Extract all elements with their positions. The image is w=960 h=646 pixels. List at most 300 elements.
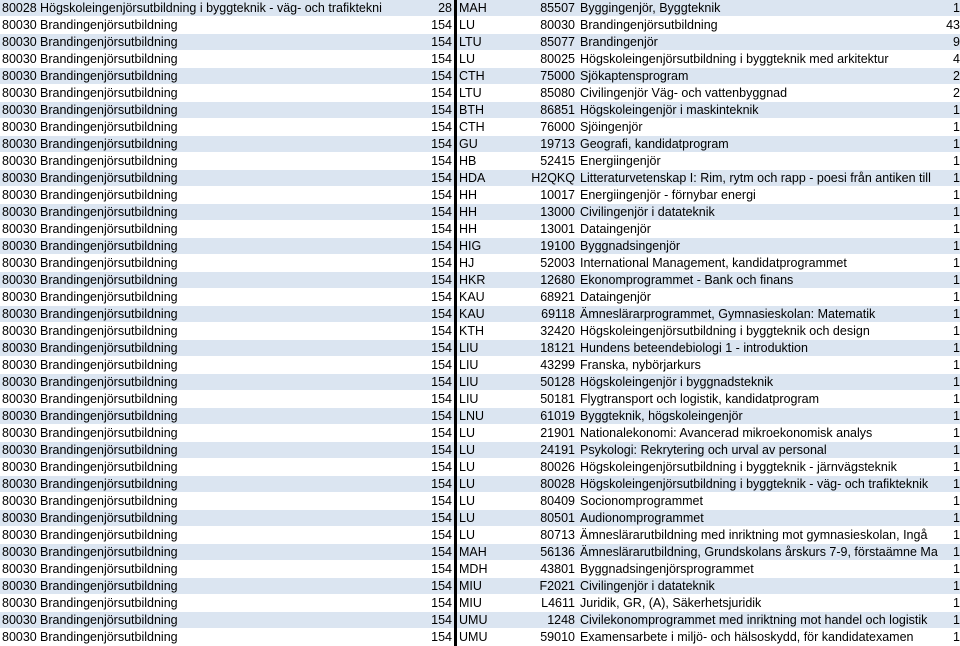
course-code-cell[interactable]: 18121	[527, 340, 578, 357]
course-code-cell[interactable]: 80026	[527, 459, 578, 476]
program-name-cell[interactable]: Brandingenjörsutbildning	[38, 578, 397, 595]
program-name-cell[interactable]: Brandingenjörsutbildning	[38, 119, 397, 136]
applicants-cell[interactable]: 1	[944, 561, 960, 578]
university-cell[interactable]: LU	[456, 527, 528, 544]
program-name-cell[interactable]: Brandingenjörsutbildning	[38, 221, 397, 238]
program-code-cell[interactable]: 80030	[2, 205, 37, 220]
course-code-cell[interactable]: 80501	[527, 510, 578, 527]
applicants-cell[interactable]: 1	[944, 510, 960, 527]
count-cell[interactable]: 154	[397, 323, 456, 340]
program-code-cell[interactable]: 80030	[2, 528, 37, 543]
table-row[interactable]	[0, 561, 960, 578]
program-name-cell[interactable]: Brandingenjörsutbildning	[38, 187, 397, 204]
program-name-cell[interactable]: Brandingenjörsutbildning	[38, 476, 397, 493]
applicants-cell[interactable]: 1	[944, 221, 960, 238]
university-cell[interactable]: MIU	[456, 578, 528, 595]
table-row[interactable]	[0, 357, 960, 374]
table-row[interactable]	[0, 51, 960, 68]
course-code-cell[interactable]: 59010	[527, 629, 578, 646]
course-name-cell[interactable]: Hundens beteendebiologi 1 - introduktion	[578, 340, 944, 357]
course-code-cell[interactable]: 80409	[527, 493, 578, 510]
program-code-cell[interactable]: 80030	[2, 154, 37, 169]
university-cell[interactable]: MAH	[456, 0, 528, 17]
university-cell[interactable]: HKR	[456, 272, 528, 289]
course-name-cell[interactable]: Byggnadsingenjörsprogrammet	[578, 561, 944, 578]
course-name-cell[interactable]: Psykologi: Rekrytering och urval av personal	[578, 442, 944, 459]
course-code-cell[interactable]: 76000	[527, 119, 578, 136]
program-name-cell[interactable]: Brandingenjörsutbildning	[38, 17, 397, 34]
course-name-cell[interactable]: Högskoleingenjör i maskinteknik	[578, 102, 944, 119]
program-code-cell[interactable]: 80028	[2, 1, 37, 16]
program-name-cell[interactable]: Brandingenjörsutbildning	[38, 68, 397, 85]
table-row[interactable]	[0, 255, 960, 272]
applicants-cell[interactable]: 1	[944, 408, 960, 425]
applicants-cell[interactable]: 1	[944, 136, 960, 153]
applicants-cell[interactable]: 1	[944, 272, 960, 289]
university-cell[interactable]: LU	[456, 442, 528, 459]
count-cell[interactable]: 154	[397, 51, 456, 68]
course-code-cell[interactable]: 52415	[527, 153, 578, 170]
program-name-cell[interactable]: Brandingenjörsutbildning	[38, 289, 397, 306]
table-row[interactable]	[0, 510, 960, 527]
program-name-cell[interactable]: Brandingenjörsutbildning	[38, 34, 397, 51]
program-name-cell[interactable]: Brandingenjörsutbildning	[38, 136, 397, 153]
table-row[interactable]	[0, 629, 960, 646]
applicants-cell[interactable]: 1	[944, 170, 960, 187]
course-code-cell[interactable]: 19713	[527, 136, 578, 153]
table-row[interactable]	[0, 204, 960, 221]
course-name-cell[interactable]: Sjökaptensprogram	[578, 68, 944, 85]
course-name-cell[interactable]: Ämneslärarprogrammet, Gymnasieskolan: Matematik	[578, 306, 944, 323]
program-code-cell[interactable]: 80030	[2, 341, 37, 356]
table-row[interactable]	[0, 272, 960, 289]
applicants-cell[interactable]: 4	[944, 51, 960, 68]
program-code-cell[interactable]: 80030	[2, 596, 37, 611]
applicants-cell[interactable]: 1	[944, 255, 960, 272]
table-row[interactable]	[0, 85, 960, 102]
applicants-cell[interactable]: 43	[944, 17, 960, 34]
course-name-cell[interactable]: Energiingenjör	[578, 153, 944, 170]
university-cell[interactable]: GU	[456, 136, 528, 153]
table-row[interactable]	[0, 0, 960, 17]
university-cell[interactable]: CTH	[456, 119, 528, 136]
count-cell[interactable]: 154	[397, 544, 456, 561]
university-cell[interactable]: KTH	[456, 323, 528, 340]
count-cell[interactable]: 154	[397, 578, 456, 595]
table-row[interactable]	[0, 68, 960, 85]
university-cell[interactable]: LU	[456, 51, 528, 68]
university-cell[interactable]: MAH	[456, 544, 528, 561]
program-code-cell[interactable]: 80030	[2, 86, 37, 101]
course-code-cell[interactable]: 43801	[527, 561, 578, 578]
count-cell[interactable]: 154	[397, 442, 456, 459]
course-code-cell[interactable]: 69118	[527, 306, 578, 323]
course-code-cell[interactable]: 56136	[527, 544, 578, 561]
program-name-cell[interactable]: Brandingenjörsutbildning	[38, 629, 397, 646]
count-cell[interactable]: 154	[397, 153, 456, 170]
university-cell[interactable]: LTU	[456, 85, 528, 102]
course-name-cell[interactable]: Dataingenjör	[578, 289, 944, 306]
program-name-cell[interactable]: Brandingenjörsutbildning	[38, 544, 397, 561]
course-name-cell[interactable]: Litteraturvetenskap I: Rim, rytm och rapp - poesi från antiken till	[578, 170, 944, 187]
course-name-cell[interactable]: Högskoleingenjörsutbildning i byggteknik - väg- och trafikteknik	[578, 476, 944, 493]
table-row[interactable]	[0, 476, 960, 493]
table-row[interactable]	[0, 340, 960, 357]
course-name-cell[interactable]: Civilingenjör Väg- och vattenbyggnad	[578, 85, 944, 102]
count-cell[interactable]: 154	[397, 357, 456, 374]
course-code-cell[interactable]: 1248	[527, 612, 578, 629]
university-cell[interactable]: HH	[456, 221, 528, 238]
applicants-cell[interactable]: 1	[944, 153, 960, 170]
university-cell[interactable]: HIG	[456, 238, 528, 255]
table-row[interactable]	[0, 408, 960, 425]
program-name-cell[interactable]: Brandingenjörsutbildning	[38, 391, 397, 408]
program-code-cell[interactable]: 80030	[2, 290, 37, 305]
program-name-cell[interactable]: Brandingenjörsutbildning	[38, 510, 397, 527]
count-cell[interactable]: 154	[397, 221, 456, 238]
university-cell[interactable]: CTH	[456, 68, 528, 85]
count-cell[interactable]: 154	[397, 204, 456, 221]
university-cell[interactable]: KAU	[456, 306, 528, 323]
count-cell[interactable]: 154	[397, 340, 456, 357]
program-name-cell[interactable]: Brandingenjörsutbildning	[38, 51, 397, 68]
program-code-cell[interactable]: 80030	[2, 511, 37, 526]
program-code-cell[interactable]: 80030	[2, 18, 37, 33]
program-code-cell[interactable]: 80030	[2, 579, 37, 594]
course-name-cell[interactable]: Nationalekonomi: Avancerad mikroekonomisk analys	[578, 425, 944, 442]
applicants-cell[interactable]: 1	[944, 544, 960, 561]
course-name-cell[interactable]: Brandingenjörsutbildning	[578, 17, 944, 34]
table-row[interactable]	[0, 578, 960, 595]
program-code-cell[interactable]: 80030	[2, 222, 37, 237]
program-name-cell[interactable]: Brandingenjörsutbildning	[38, 561, 397, 578]
applicants-cell[interactable]: 1	[944, 595, 960, 612]
program-code-cell[interactable]: 80030	[2, 171, 37, 186]
course-name-cell[interactable]: Högskoleingenjörsutbildning i byggteknik - järnvägsteknik	[578, 459, 944, 476]
applicants-cell[interactable]: 1	[944, 527, 960, 544]
program-code-cell[interactable]: 80030	[2, 630, 37, 645]
program-code-cell[interactable]: 80030	[2, 69, 37, 84]
count-cell[interactable]: 154	[397, 374, 456, 391]
course-code-cell[interactable]: 86851	[527, 102, 578, 119]
program-code-cell[interactable]: 80030	[2, 460, 37, 475]
course-name-cell[interactable]: Brandingenjör	[578, 34, 944, 51]
program-name-cell[interactable]: Brandingenjörsutbildning	[38, 374, 397, 391]
program-code-cell[interactable]: 80030	[2, 188, 37, 203]
applicants-cell[interactable]: 1	[944, 391, 960, 408]
applicants-cell[interactable]: 1	[944, 102, 960, 119]
program-name-cell[interactable]: Brandingenjörsutbildning	[38, 527, 397, 544]
course-name-cell[interactable]: Socionomprogrammet	[578, 493, 944, 510]
course-code-cell[interactable]: 10017	[527, 187, 578, 204]
program-name-cell[interactable]: Högskoleingenjörsutbildning i byggteknik - väg- och trafiktekni	[38, 0, 397, 17]
program-code-cell[interactable]: 80030	[2, 52, 37, 67]
course-code-cell[interactable]: 19100	[527, 238, 578, 255]
applicants-cell[interactable]: 1	[944, 187, 960, 204]
applicants-cell[interactable]: 1	[944, 306, 960, 323]
program-code-cell[interactable]: 80030	[2, 375, 37, 390]
table-row[interactable]	[0, 170, 960, 187]
table-row[interactable]	[0, 34, 960, 51]
count-cell[interactable]: 154	[397, 527, 456, 544]
university-cell[interactable]: LIU	[456, 340, 528, 357]
program-code-cell[interactable]: 80030	[2, 562, 37, 577]
applicants-cell[interactable]: 1	[944, 238, 960, 255]
table-row[interactable]	[0, 102, 960, 119]
count-cell[interactable]: 154	[397, 391, 456, 408]
course-name-cell[interactable]: Civilingenjör i datateknik	[578, 578, 944, 595]
university-cell[interactable]: LU	[456, 510, 528, 527]
table-row[interactable]	[0, 153, 960, 170]
count-cell[interactable]: 154	[397, 68, 456, 85]
course-name-cell[interactable]: Högskoleingenjörsutbildning i byggteknik och design	[578, 323, 944, 340]
university-cell[interactable]: LU	[456, 476, 528, 493]
count-cell[interactable]: 154	[397, 272, 456, 289]
table-row[interactable]	[0, 527, 960, 544]
applicants-cell[interactable]: 1	[944, 340, 960, 357]
table-row[interactable]	[0, 442, 960, 459]
course-name-cell[interactable]: Ämneslärarutbildning, Grundskolans årskurs 7-9, förstaämne Ma	[578, 544, 944, 561]
program-code-cell[interactable]: 80030	[2, 307, 37, 322]
count-cell[interactable]: 154	[397, 612, 456, 629]
program-name-cell[interactable]: Brandingenjörsutbildning	[38, 204, 397, 221]
table-row[interactable]	[0, 391, 960, 408]
course-name-cell[interactable]: Examensarbete i miljö- och hälsoskydd, för kandidatexamen	[578, 629, 944, 646]
count-cell[interactable]: 154	[397, 595, 456, 612]
count-cell[interactable]: 154	[397, 255, 456, 272]
course-name-cell[interactable]: International Management, kandidatprogrammet	[578, 255, 944, 272]
count-cell[interactable]: 154	[397, 629, 456, 646]
count-cell[interactable]: 154	[397, 425, 456, 442]
program-name-cell[interactable]: Brandingenjörsutbildning	[38, 408, 397, 425]
university-cell[interactable]: HJ	[456, 255, 528, 272]
applicants-cell[interactable]: 9	[944, 34, 960, 51]
course-name-cell[interactable]: Byggteknik, högskoleingenjör	[578, 408, 944, 425]
program-code-cell[interactable]: 80030	[2, 545, 37, 560]
program-name-cell[interactable]: Brandingenjörsutbildning	[38, 442, 397, 459]
table-row[interactable]	[0, 425, 960, 442]
table-row[interactable]	[0, 289, 960, 306]
program-name-cell[interactable]: Brandingenjörsutbildning	[38, 459, 397, 476]
table-row[interactable]	[0, 17, 960, 34]
program-name-cell[interactable]: Brandingenjörsutbildning	[38, 493, 397, 510]
course-code-cell[interactable]: 43299	[527, 357, 578, 374]
university-cell[interactable]: KAU	[456, 289, 528, 306]
course-name-cell[interactable]: Ekonomprogrammet - Bank och finans	[578, 272, 944, 289]
course-code-cell[interactable]: F2021	[527, 578, 578, 595]
course-name-cell[interactable]: Geografi, kandidatprogram	[578, 136, 944, 153]
course-name-cell[interactable]: Energiingenjör - förnybar energi	[578, 187, 944, 204]
university-cell[interactable]: LIU	[456, 391, 528, 408]
program-code-cell[interactable]: 80030	[2, 494, 37, 509]
applicants-cell[interactable]: 1	[944, 0, 960, 17]
count-cell[interactable]: 154	[397, 289, 456, 306]
count-cell[interactable]: 154	[397, 408, 456, 425]
count-cell[interactable]: 154	[397, 119, 456, 136]
program-code-cell[interactable]: 80030	[2, 443, 37, 458]
course-code-cell[interactable]: 50181	[527, 391, 578, 408]
course-code-cell[interactable]: 85077	[527, 34, 578, 51]
program-code-cell[interactable]: 80030	[2, 239, 37, 254]
course-name-cell[interactable]: Juridik, GR, (A), Säkerhetsjuridik	[578, 595, 944, 612]
table-row[interactable]	[0, 544, 960, 561]
university-cell[interactable]: MDH	[456, 561, 528, 578]
count-cell[interactable]: 154	[397, 17, 456, 34]
count-cell[interactable]: 154	[397, 85, 456, 102]
count-cell[interactable]: 154	[397, 306, 456, 323]
university-cell[interactable]: LIU	[456, 357, 528, 374]
applicants-cell[interactable]: 1	[944, 459, 960, 476]
table-row[interactable]	[0, 459, 960, 476]
course-code-cell[interactable]: 32420	[527, 323, 578, 340]
university-cell[interactable]: LU	[456, 493, 528, 510]
count-cell[interactable]: 154	[397, 493, 456, 510]
university-cell[interactable]: MIU	[456, 595, 528, 612]
program-code-cell[interactable]: 80030	[2, 137, 37, 152]
applicants-cell[interactable]: 1	[944, 493, 960, 510]
program-name-cell[interactable]: Brandingenjörsutbildning	[38, 425, 397, 442]
table-row[interactable]	[0, 374, 960, 391]
applicants-cell[interactable]: 1	[944, 476, 960, 493]
university-cell[interactable]: HH	[456, 204, 528, 221]
course-code-cell[interactable]: 13000	[527, 204, 578, 221]
applicants-cell[interactable]: 1	[944, 323, 960, 340]
count-cell[interactable]: 154	[397, 187, 456, 204]
course-code-cell[interactable]: H2QKQ	[527, 170, 578, 187]
applicants-cell[interactable]: 1	[944, 578, 960, 595]
program-name-cell[interactable]: Brandingenjörsutbildning	[38, 272, 397, 289]
university-cell[interactable]: LU	[456, 17, 528, 34]
program-code-cell[interactable]: 80030	[2, 409, 37, 424]
university-cell[interactable]: HB	[456, 153, 528, 170]
applicants-cell[interactable]: 2	[944, 85, 960, 102]
course-code-cell[interactable]: 21901	[527, 425, 578, 442]
course-name-cell[interactable]: Civilingenjör i datateknik	[578, 204, 944, 221]
applicants-cell[interactable]: 1	[944, 357, 960, 374]
university-cell[interactable]: HDA	[456, 170, 528, 187]
table-row[interactable]	[0, 306, 960, 323]
program-name-cell[interactable]: Brandingenjörsutbildning	[38, 340, 397, 357]
course-name-cell[interactable]: Dataingenjör	[578, 221, 944, 238]
program-code-cell[interactable]: 80030	[2, 477, 37, 492]
count-cell[interactable]: 154	[397, 136, 456, 153]
course-name-cell[interactable]: Byggingenjör, Byggteknik	[578, 0, 944, 17]
program-code-cell[interactable]: 80030	[2, 120, 37, 135]
count-cell[interactable]: 154	[397, 459, 456, 476]
course-name-cell[interactable]: Byggnadsingenjör	[578, 238, 944, 255]
course-name-cell[interactable]: Civilekonomprogrammet med inriktning mot handel och logistik	[578, 612, 944, 629]
count-cell[interactable]: 154	[397, 238, 456, 255]
university-cell[interactable]: LNU	[456, 408, 528, 425]
applicants-cell[interactable]: 1	[944, 629, 960, 646]
program-name-cell[interactable]: Brandingenjörsutbildning	[38, 612, 397, 629]
applicants-cell[interactable]: 1	[944, 119, 960, 136]
table-row[interactable]	[0, 238, 960, 255]
program-code-cell[interactable]: 80030	[2, 426, 37, 441]
applicants-cell[interactable]: 1	[944, 374, 960, 391]
applicants-cell[interactable]: 1	[944, 612, 960, 629]
university-cell[interactable]: UMU	[456, 612, 528, 629]
course-code-cell[interactable]: 80025	[527, 51, 578, 68]
course-code-cell[interactable]: 85507	[527, 0, 578, 17]
program-code-cell[interactable]: 80030	[2, 273, 37, 288]
university-cell[interactable]: BTH	[456, 102, 528, 119]
count-cell[interactable]: 154	[397, 102, 456, 119]
course-code-cell[interactable]: 24191	[527, 442, 578, 459]
program-name-cell[interactable]: Brandingenjörsutbildning	[38, 238, 397, 255]
program-name-cell[interactable]: Brandingenjörsutbildning	[38, 102, 397, 119]
program-code-cell[interactable]: 80030	[2, 613, 37, 628]
program-name-cell[interactable]: Brandingenjörsutbildning	[38, 85, 397, 102]
table-row[interactable]	[0, 595, 960, 612]
applicants-cell[interactable]: 2	[944, 68, 960, 85]
course-name-cell[interactable]: Ämneslärarutbildning med inriktning mot gymnasieskolan, Ingå	[578, 527, 944, 544]
course-code-cell[interactable]: 13001	[527, 221, 578, 238]
count-cell[interactable]: 154	[397, 476, 456, 493]
university-cell[interactable]: LU	[456, 425, 528, 442]
count-cell[interactable]: 154	[397, 34, 456, 51]
table-row[interactable]	[0, 136, 960, 153]
count-cell[interactable]: 154	[397, 510, 456, 527]
course-code-cell[interactable]: 75000	[527, 68, 578, 85]
course-code-cell[interactable]: 68921	[527, 289, 578, 306]
university-cell[interactable]: LU	[456, 459, 528, 476]
university-cell[interactable]: HH	[456, 187, 528, 204]
table-row[interactable]	[0, 612, 960, 629]
course-code-cell[interactable]: 12680	[527, 272, 578, 289]
count-cell[interactable]: 154	[397, 170, 456, 187]
table-row[interactable]	[0, 221, 960, 238]
applicants-cell[interactable]: 1	[944, 204, 960, 221]
course-name-cell[interactable]: Sjöingenjör	[578, 119, 944, 136]
course-name-cell[interactable]: Audionomprogrammet	[578, 510, 944, 527]
table-row[interactable]	[0, 187, 960, 204]
table-row[interactable]	[0, 493, 960, 510]
university-cell[interactable]: UMU	[456, 629, 528, 646]
program-name-cell[interactable]: Brandingenjörsutbildning	[38, 170, 397, 187]
course-code-cell[interactable]: L4611	[527, 595, 578, 612]
course-code-cell[interactable]: 80028	[527, 476, 578, 493]
program-code-cell[interactable]: 80030	[2, 324, 37, 339]
program-code-cell[interactable]: 80030	[2, 103, 37, 118]
count-cell[interactable]: 28	[397, 0, 456, 17]
course-code-cell[interactable]: 80713	[527, 527, 578, 544]
course-name-cell[interactable]: Franska, nybörjarkurs	[578, 357, 944, 374]
course-code-cell[interactable]: 80030	[527, 17, 578, 34]
applicants-cell[interactable]: 1	[944, 425, 960, 442]
program-name-cell[interactable]: Brandingenjörsutbildning	[38, 306, 397, 323]
course-code-cell[interactable]: 61019	[527, 408, 578, 425]
table-row[interactable]	[0, 119, 960, 136]
program-code-cell[interactable]: 80030	[2, 256, 37, 271]
applicants-cell[interactable]: 1	[944, 289, 960, 306]
course-code-cell[interactable]: 50128	[527, 374, 578, 391]
table-row[interactable]	[0, 323, 960, 340]
course-name-cell[interactable]: Högskoleingenjör i byggnadsteknik	[578, 374, 944, 391]
course-code-cell[interactable]: 52003	[527, 255, 578, 272]
program-name-cell[interactable]: Brandingenjörsutbildning	[38, 357, 397, 374]
university-cell[interactable]: LTU	[456, 34, 528, 51]
program-code-cell[interactable]: 80030	[2, 35, 37, 50]
program-code-cell[interactable]: 80030	[2, 358, 37, 373]
program-name-cell[interactable]: Brandingenjörsutbildning	[38, 153, 397, 170]
program-name-cell[interactable]: Brandingenjörsutbildning	[38, 255, 397, 272]
course-code-cell[interactable]: 85080	[527, 85, 578, 102]
program-code-cell[interactable]: 80030	[2, 392, 37, 407]
applicants-cell[interactable]: 1	[944, 442, 960, 459]
course-name-cell[interactable]: Flygtransport och logistik, kandidatprogram	[578, 391, 944, 408]
count-cell[interactable]: 154	[397, 561, 456, 578]
